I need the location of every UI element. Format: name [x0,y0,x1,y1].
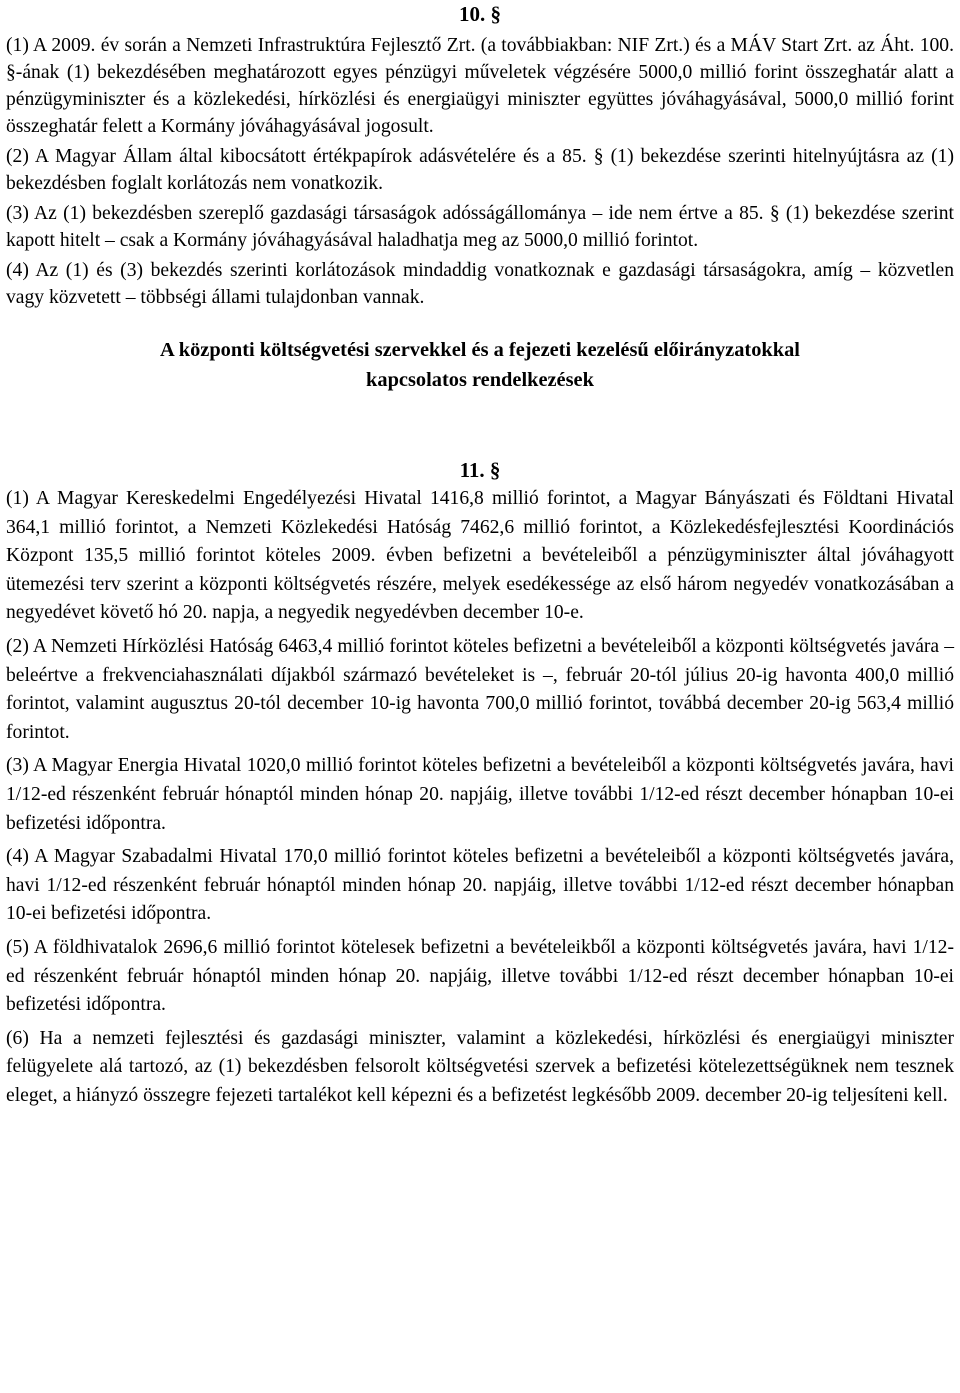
chapter-title-line-1: A központi költségvetési szervekkel és a fejezeti kezelésű előirányzatokkal [160,339,800,361]
section-10-paragraph-3: (3) Az (1) bekezdésben szereplő gazdasági társaságok adósságállománya – ide nem értve a 85. § (1) bekezdése szerint kapott hitelt – csak a Kormány jóváhagyásával haladhatja meg az 5000,0 millió forintot. [6,203,954,251]
section-11-paragraph-3: (3) A Magyar Energia Hivatal 1020,0 millió forintot köteles befizetni a bevételeiből a központi költségvetés javára, havi 1/12-ed részenként február hónaptól minden hónap 20. napjáig, illetve további 1/12-ed részt december hónapban 10-ei befizetési időpontra. [6,755,954,834]
section-11-paragraph-2: (2) A Nemzeti Hírközlési Hatóság 6463,4 millió forintot köteles befizetni a bevételeiből a központi költségvetés javára – beleértve a frekvenciahasználati díjakból származó bevételeket is –, február 20-tól július 20-ig havonta 400,0 millió forintot, valamint augusztus 20-tól december 10-ig havonta 700,0 millió forintot, továbbá december 20-ig 563,4 millió forintot. [6,635,954,743]
section-11-paragraph-6: (6) Ha a nemzeti fejlesztési és gazdasági miniszter, valamint a közlekedési, hírközlési és energiaügyi miniszter felügyelete alá tartozó, az (1) bekezdésben felsorolt költségvetési szervek a befizetési kötelezettségüknek nem tesznek eleget, a hiányzó összegre fejezeti tartalékot kell képezni és a befizetést legkésőbb 2009. december 20-ig teljesíteni kell. [6,1027,954,1106]
section-10-paragraph-4: (4) Az (1) és (3) bekezdés szerinti korlátozások mindaddig vonatkoznak e gazdasági társaságokra, amíg – közvetlen vagy közvetett – többségi állami tulajdonban vannak. [6,260,954,308]
section-11-heading: 11. § [459,458,501,482]
section-11-paragraph-5: (5) A földhivatalok 2696,6 millió forintot kötelesek befizetni a bevételeikből a központi költségvetés javára, havi 1/12-ed részenként február hónaptól minden hónap 20. napjáig, illetve további 1/12-ed részt december hónapban 10-ei befizetési időpontra. [6,936,954,1016]
chapter-title-line-2: kapcsolatos rendelkezések [366,369,594,391]
section-10-paragraph-2: (2) A Magyar Állam által kibocsátott értékpapírok adásvételére és a 85. § (1) bekezdése szerinti hitelnyújtásra az (1) bekezdésben foglalt korlátozás nem vonatkozik. [6,146,954,194]
section-11-paragraph-4: (4) A Magyar Szabadalmi Hivatal 170,0 millió forintot köteles befizetni a bevételeiből a központi költségvetés javára, havi 1/12-ed részenként február hónaptól minden hónap 20. napjáig, illetve további 1/12-ed részt december hónapban 10-ei befizetési időpontra. [6,846,954,925]
chapter-title [6,335,954,395]
section-10-heading: 10. § [459,2,501,26]
section-11-paragraph-1: (1) A Magyar Kereskedelmi Engedélyezési Hivatal 1416,8 millió forintot, a Magyar Bányászati és Földtani Hivatal 364,1 millió forintot, a Nemzeti Közlekedési Hatóság 7462,6 millió forintot, a Közlekedésfejlesztési Koordinációs Központ 135,5 millió forintot köteles 2009. évben befizetni a bevételeiből a pénzügyminiszter által jóváhagyott ütemezési terv szerint a központi költségvetés részére, melyek esedékessége az első három negyedév vonatkozásában a negyedévet követő hó 20. napja, a negyedik negyedévben december 10-e. [6,488,954,624]
section-10-paragraph-1: (1) A 2009. év során a Nemzeti Infrastruktúra Fejlesztő Zrt. (a továbbiakban: NIF Zrt.) és a MÁV Start Zrt. az Áht. 100. §-ának (1) bekezdésében meghatározott egyes pénzügyi műveletek végzésére 5000,0 millió forint összeghatár alatt a pénzügyminiszter és a közlekedési, hírközlési és energiaügyi miniszter együttes jóváhagyásával, 5000,0 millió forint összeghatár felett a Kormány jóváhagyásával jogosult. [6,35,954,137]
